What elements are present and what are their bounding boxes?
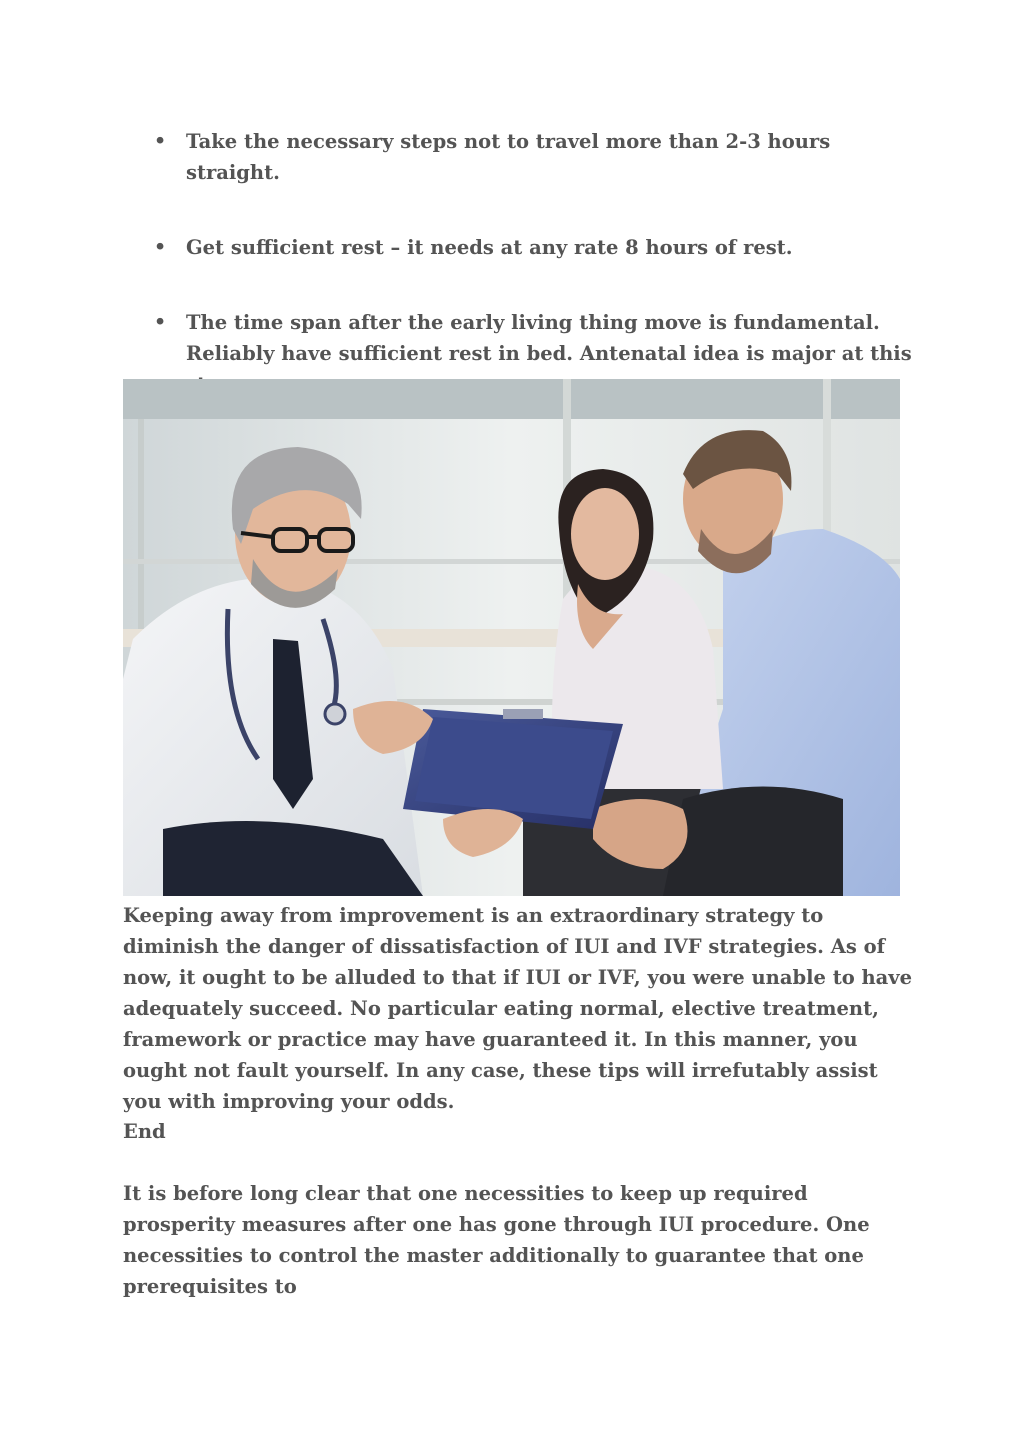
bullet-list [123,126,913,400]
section-heading-end: End [123,1120,166,1143]
bullet-text: Take the necessary steps not to travel more than 2-3 hours straight. [186,130,831,184]
body-paragraph: It is before long clear that one necessities to keep up required prosperity measures after one has gone through IUI procedure. One necessities to control the master additionally to guarantee that one prerequisites to [123,1182,870,1298]
photo-illustration-icon [123,379,900,896]
body-paragraph: Keeping away from improvement is an extraordinary strategy to diminish the danger of dissatisfaction of IUI and IVF strategies. As of now, it ought to be alluded to that if IUI or IVF, you were unable to have adequately succeed. No particular eating normal, elective treatment, framework or practice may have guaranteed it. In this manner, you ought not fault yourself. In any case, these tips will irrefutably assist you with improving your odds. [123,904,913,1113]
bullet-icon: • [154,130,167,152]
list-item [123,232,913,263]
list-item [123,126,913,188]
bullet-icon: • [154,311,167,333]
bullet-text: Get sufficient rest – it needs at any rate 8 hours of rest. [186,236,793,259]
bullet-icon: • [154,236,167,258]
bullet-text: The time span after the early living thing move is fundamental. Reliably have sufficient rest in bed. Antenatal idea is major at this [186,311,912,365]
doctor-consultation-photo [123,379,900,896]
